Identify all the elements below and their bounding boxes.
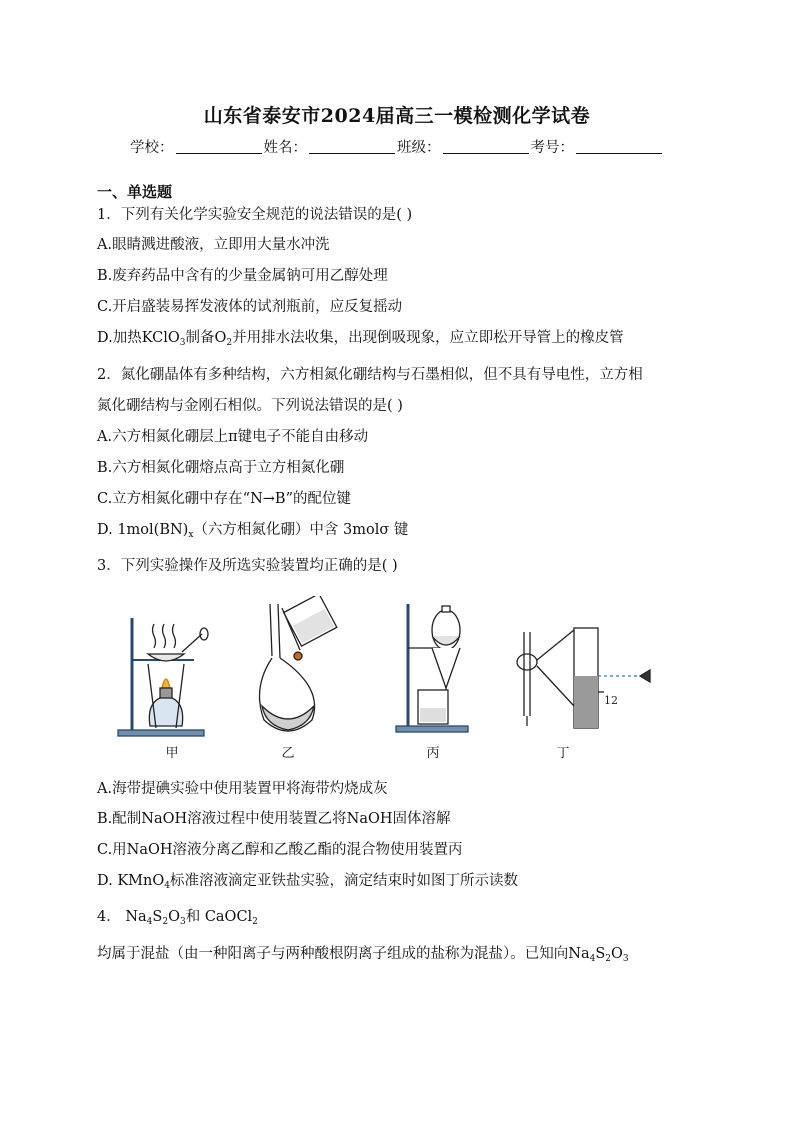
q1-option-a: A.眼睛溅进酸液，立即用大量水冲洗 xyxy=(97,237,330,253)
q1-option-b: B.废弃药品中含有的少量金属钠可用乙醇处理 xyxy=(97,268,388,284)
burette-reading: 12 xyxy=(604,694,618,707)
q1-option-c: C.开启盛装易挥发液体的试剂瓶前，应反复摇动 xyxy=(97,299,403,315)
q2-option-c: C.立方相氮化硼中存在“N→B”的配位键 xyxy=(97,491,352,507)
school-blank[interactable] xyxy=(176,139,262,154)
apparatus-yi xyxy=(260,596,337,731)
name-label: 姓名： xyxy=(263,140,307,156)
q4-stem-line-1: 4． $Na_4S_2O_3$和 CaOCl$_2$ xyxy=(97,909,258,927)
q1-stem: 1．下列有关化学实验安全规范的说法错误的是( ) xyxy=(97,207,413,223)
class-blank[interactable] xyxy=(443,139,529,154)
q3-option-a: A.海带提碘实验中使用装置甲将海带灼烧成灰 xyxy=(97,781,388,797)
label-yi: 乙 xyxy=(281,746,295,761)
q4-stem-line-2: 均属于混盐（由一种阳离子与两种酸根阴离子组成的盐称为混盐）。已知向$Na_4S_2O_3$ xyxy=(97,946,629,964)
page-title: 山东省泰安市2024届高三一模检测化学试卷 xyxy=(203,105,591,127)
q3-option-c: C.用NaOH溶液分离乙醇和乙酸乙酯的混合物使用装置丙 xyxy=(97,842,463,858)
label-jia: 甲 xyxy=(165,746,179,761)
q3-stem: 3．下列实验操作及所选实验装置均正确的是( ) xyxy=(97,558,398,574)
apparatus-bing xyxy=(396,604,468,732)
section-heading: 一、单选题 xyxy=(97,183,173,201)
q2-option-b: B.六方相氮化硼熔点高于立方相氮化硼 xyxy=(97,460,345,476)
student-info-line xyxy=(0,136,794,157)
name-blank[interactable] xyxy=(309,139,395,154)
q1-option-d: D.加热KClO$_3$制备$O_2$并用排水法收集，出现倒吸现象，应立即松开导管上的橡皮管 xyxy=(97,330,624,348)
q2-stem-line-2: 氮化硼结构与金刚石相似。下列说法错误的是( ) xyxy=(97,398,403,414)
q3-option-d: D. KMnO$_4$标准溶液滴定亚铁盐实验，滴定结束时如图丁所示读数 xyxy=(97,873,518,891)
q2-option-a: A.六方相氮化硼层上π键电子不能自由移动 xyxy=(97,429,369,445)
exam-no-blank[interactable] xyxy=(576,139,662,154)
class-label: 班级： xyxy=(397,140,441,156)
q3-apparatus-figure xyxy=(112,596,652,762)
label-bing: 丙 xyxy=(426,746,440,761)
q2-option-d: D. $1mol(BN)_x$（六方相氮化硼）中含 3molσ 键 xyxy=(97,522,409,540)
school-label: 学校： xyxy=(130,140,174,156)
exam-no-label: 考号： xyxy=(530,140,574,156)
apparatus-ding xyxy=(517,628,650,728)
q3-option-b: B.配制NaOH溶液过程中使用装置乙将NaOH固体溶解 xyxy=(97,811,451,827)
q2-stem-line-1: 2．氮化硼晶体有多种结构，六方相氮化硼结构与石墨相似，但不具有导电性，立方相 xyxy=(97,367,643,383)
label-ding: 丁 xyxy=(556,746,570,761)
apparatus-jia xyxy=(118,618,208,736)
